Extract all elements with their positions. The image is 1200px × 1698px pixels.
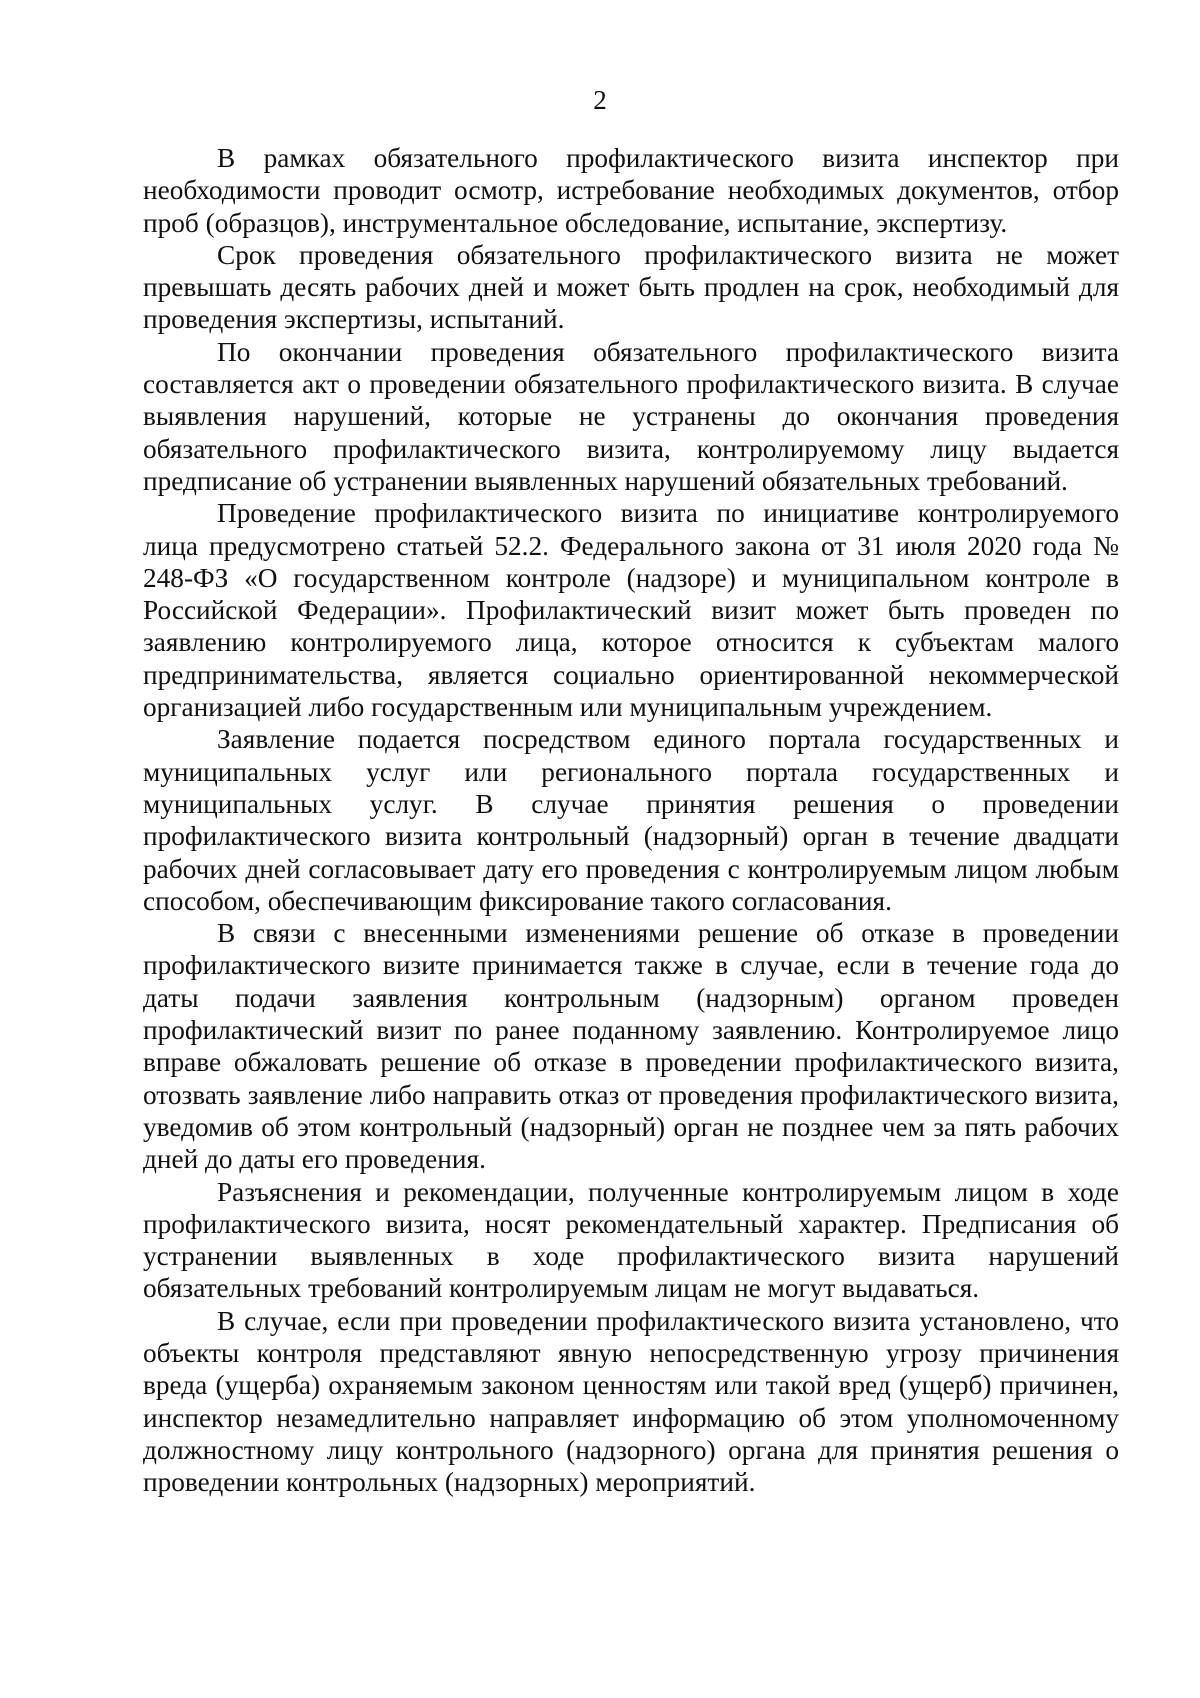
paragraph-6: В связи с внесенными изменениями решение об отказе в проведении профилактического визите принимается также в случае, если в течение года до даты подачи заявления контрольным (надзорным) органом проведен профилактический визит по ранее поданному заявлению. Контролируемое лицо вправе обжаловать решение об отказе в проведении профилактического визита, отозвать заявление либо направить отказ от проведения профилактического визита, уведомив об этом контрольный (надзорный) орган не позднее чем за пять рабочих дней до даты его проведения. bbox=[143, 918, 1119, 1175]
paragraph-3: По окончании проведения обязательного профилактического визита составляется акт о проведении обязательного профилактического визита. В случае выявления нарушений, которые не устранены до окончания проведения обязательного профилактического визита, контролируемому лицу выдается предписание об устранении выявленных нарушений обязательных требований. bbox=[143, 336, 1119, 496]
paragraph-8: В случае, если при проведении профилактического визита установлено, что объекты контроля представляют явную непосредственную угрозу причинения вреда (ущерба) охраняемым законом ценностям или такой вред (ущерб) причинен, инспектор незамедлительно направляет информацию об этом уполномоченному должностному лицу контрольного (надзорного) органа для принятия решения о проведении контрольных (надзорных) мероприятий. bbox=[143, 1305, 1119, 1498]
document-body bbox=[143, 142, 1119, 1498]
paragraph-2: Срок проведения обязательного профилактического визита не может превышать десять рабочих дней и может быть продлен на срок, необходимый для проведения экспертизы, испытаний. bbox=[143, 239, 1119, 335]
paragraph-5: Заявление подается посредством единого портала государственных и муниципальных услуг или регионального портала государственных и муниципальных услуг. В случае принятия решения о проведении профилактического визита контрольный (надзорный) орган в течение двадцати рабочих дней согласовывает дату его проведения с контролируемым лицом любым способом, обеспечивающим фиксирование такого согласования. bbox=[143, 724, 1119, 916]
paragraph-1: В рамках обязательного профилактического визита инспектор при необходимости проводит осмотр, истребование необходимых документов, отбор проб (образцов), инструментальное обследование, испытание, экспертизу. bbox=[143, 143, 1119, 238]
paragraph-7: Разъяснения и рекомендации, полученные контролируемым лицом в ходе профилактического визита, носят рекомендательный характер. Предписания об устранении выявленных в ходе профилактического визита нарушений обязательных требований контролируемым лицам не могут выдаваться. bbox=[143, 1176, 1119, 1304]
page-number: 2 bbox=[593, 85, 607, 115]
paragraph-4: Проведение профилактического визита по инициативе контролируемого лица предусмотрено статьей 52.2. Федерального закона от 31 июля 2020 года № 248-ФЗ «О государственном контроле (надзоре) и муниципальном контроле в Российской Федерации». Профилактический визит может быть проведен по заявлению контролируемого лица, которое относится к субъектам малого предпринимательства, является социально ориентированной некоммерческой организацией либо государственным или муниципальным учреждением. bbox=[143, 498, 1119, 723]
